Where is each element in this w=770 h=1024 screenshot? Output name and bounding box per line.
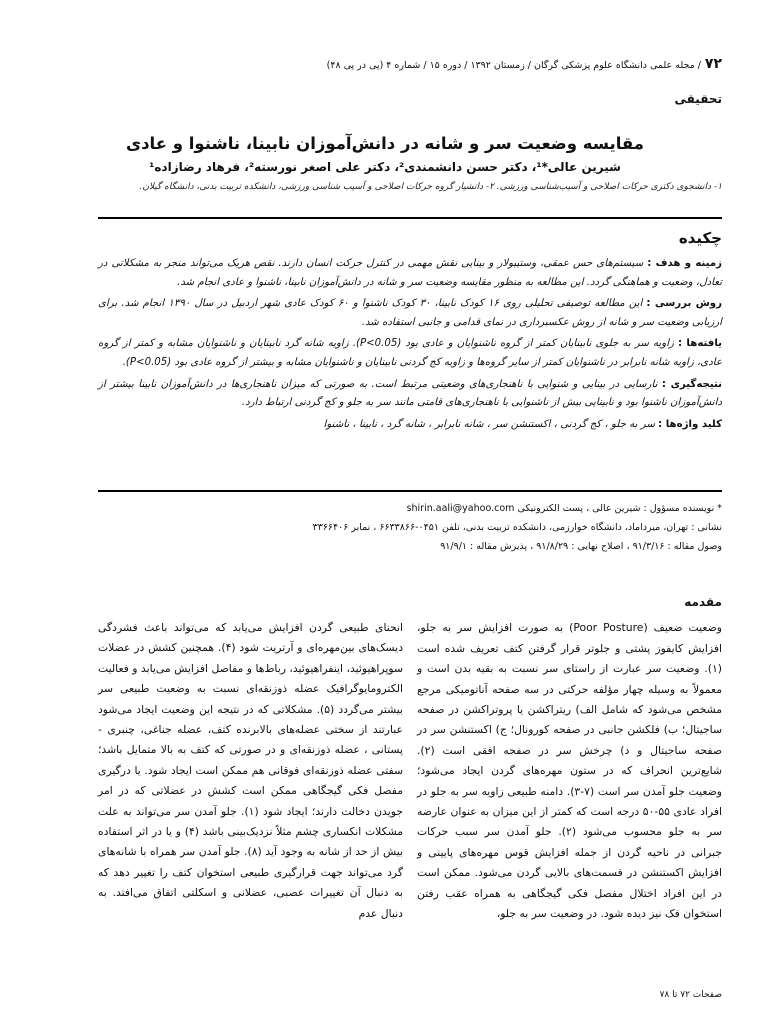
abstract-heading: چکیده — [678, 229, 722, 247]
abstract-background — [98, 255, 722, 292]
introduction-text-right: وضعیت ضعیف (Poor Posture) به صورت افزایش سر به جلو، افزایش کایفوز پشتی و جلوتر قرار گرفتن کتف تعریف شده است (۱). وضعیت سر عبارت از راستای سر نسبت به بقیه بدن است و معمولاً به وسیله چهار مؤلفه حرکتی در سه صفحه آناتومیکی مرجع مشخص می‌شود که شامل الف) ریتراکشن یا پروتراکشن در صفحه ساجیتال؛ ب) فلکشن جانبی در صفحه کورونال؛ ج) اکستنشن سر در صفحه ساجیتال و د) چرخش سر در صفحه افقی است (۲). شایع‌ترین انحراف که در ستون مهره‌های گردن ایجاد می‌شود؛ وضعیت جلو آمدن سر است (۷-۳). دامنه طبیعی زاویه سر به جلو در افراد عادی ۵۵-۵۰ درجه است که کمتر از این میزان به عنوان عارضه سر به جلو محسوب می‌شود (۲). جلو آمدن سر سبب حرکات جبرانی در ناحیه گردن از جمله افزایش قوس مهره‌های پایینی و افزایش اکستنشن در قسمت‌های بالایی گردن می‌شود. ممکن است در این افراد اختلال مفصل فکی گیجگاهی به همراه عقب رفتن استخوان فک نیز دیده شود. در وضعیت سر به جلو، — [417, 621, 723, 921]
page-number: ۷۲ — [704, 56, 722, 72]
article-type-label: تحقیقی — [674, 92, 722, 106]
divider-bottom — [98, 490, 722, 492]
conclusion-text: نارسایی در بینایی و شنوایی با ناهنجاری‌های وضعیتی مرتبط است. به صورتی که میزان ناهنجاری‌ها در دانش‌آموزان نابینا بیشتر از دانش‌آموزان ناشنوا بود و نابینایی بیش از ناشنوایی با ناهنجاری‌های قامتی مانند سر به جلو و کج گردنی ارتباط دارد. — [98, 378, 722, 409]
article-dates: وصول مقاله : ۹۱/۳/۱۶ ، اصلاح نهایی : ۹۱/۸/۲۹ ، پذیرش مقاله : ۹۱/۹/۱ — [440, 540, 722, 552]
conclusion-label: نتیجه‌گیری : — [661, 378, 723, 390]
author-list: شیرین عالی*¹، دکتر حسن دانشمندی²، دکتر علی اصغر نورسته²، فرهاد رضازاده¹ — [149, 160, 621, 174]
abstract-methods — [98, 295, 722, 332]
methods-text: این مطالعه توصیفی تحلیلی روی ۱۶ کودک نابینا، ۳۰ کودک ناشنوا و ۶۰ کودک عادی شهر اردبیل در سال ۱۳۹۰ انجام شد. برای ارزیابی وضعیت سر و شانه از روش عکسبرداری در نمای قدامی و جانبی استفاده شد. — [98, 298, 722, 328]
journal-header — [150, 56, 722, 72]
background-text: سیستم‌های حس عمقی، وستیبولار و بینایی نقش مهمی در کنترل حرکت انسان دارند. نقص هریک می‌تواند منجر به مشکلاتی در تعادل، وضعیت و هماهنگی گردد. این مطالعه به منظور مقایسه وضعیت سر و شانه در دانش‌آموزان نابینا، ناشنوا و عادی انجام شد. — [98, 258, 722, 288]
abstract-conclusion — [98, 376, 722, 413]
corresponding-author: * نویسنده مسؤول : شیرین عالی ، پست الکترونیکی shirin.aali@yahoo.com — [406, 503, 722, 514]
results-label: یافته‌ها : — [678, 338, 722, 350]
correspondence-block — [150, 500, 722, 556]
journal-citation: / مجله علمی دانشگاه علوم پزشکی گرگان / زمستان ۱۳۹۲ / دوره ۱۵ / شماره ۴ (پی در پی ۴۸) — [326, 60, 701, 71]
divider-top — [98, 217, 722, 219]
abstract-results — [98, 335, 722, 372]
author-address: نشانی : تهران، میرداماد، دانشگاه خوارزمی، دانشکده تربیت بدنی، تلفن ۰۴۵۱-۶۶۳۳۸۶۶ ، نمابر ۳۳۶۶۴۰۶ — [312, 521, 722, 533]
article-title: مقایسه وضعیت سر و شانه در دانش‌آموزان نابینا، ناشنوا و عادی — [125, 134, 645, 153]
abstract-keywords — [98, 416, 722, 435]
author-affiliations: ۱- دانشجوی دکتری حرکات اصلاحی و آسیب‌شناسی ورزشی. ۲- دانشیار گروه حرکات اصلاحی و آسیب شناسی ورزشی، دانشکده تربیت بدنی، دانشگاه گیلان. — [139, 182, 722, 192]
introduction-text-left: انحنای طبیعی گردن افزایش می‌یابد که می‌تواند باعث فشردگی دیسک‌های بین‌مهره‌ای و آرتریت شود (۴). همچنین کشش در عضلات سوپراهیوئید، اینفراهیوئید، رباط‌ها و مفاصل افزایش می‌یابد و فعالیت الکترومایوگرافیک عضله ذوزنقه‌ای نسبت به وضعیت طبیعی سر بیشتر می‌گردد (۵). مشکلاتی که در نتیجه این وضعیت ایجاد می‌شود عبارتند از سختی عضله‌های بالابرنده کتف، عضله جناغی، چنبری - پستانی ، عضله ذوزنقه‌ای و در صورتی که کتف به بالا متمایل باشد؛ سفتی عضله ذوزنقه‌ای فوقانی هم ممکن است ایجاد شود. یا درگیری مفصل فکی گیجگاهی ممکن است کشش در عضلاتی که در امر جویدن دخالت دارند؛ ایجاد شود (۱). جلو آمدن سر می‌تواند به علت مشکلات انکساری چشم مثلاً نزدیک‌بینی باشد (۴) و یا در اثر استفاده بیش از حد از شانه به وجود آید (۸). جلو آمدن سر همراه با شانه‌های گرد می‌تواند جهت قرارگیری طبیعی استخوان کتف را تغییر دهد که به دنبال آن تغییرات عصبی، عضلانی و اسکلتی اتفاق می‌افتد. به دنبال عدم — [98, 621, 403, 920]
introduction-heading: مقدمه — [684, 595, 722, 609]
body-column-left — [98, 592, 403, 924]
keywords-text: سر به جلو ، کج گردنی ، اکستنشن سر ، شانه نابرابر ، شانه گرد ، نابینا ، ناشنوا — [323, 418, 659, 430]
results-text: زاویه سر به جلوی نابینایان کمتر از گروه ناشنوایان و عادی بود (P<0.05). زاویه شانه گرد نابینایان و ناشنوایان مشابه و کمتر از گروه عادی، زاویه شانه نابرابر در ناشنوایان کمتر از سایر گروه‌ها و زاویه کج گردنی نابینایان و ناشنوایان مشابه و بیشتر از گروه عادی بود (P<0.05). — [98, 338, 722, 368]
background-label: زمینه و هدف : — [647, 258, 722, 269]
methods-label: روش بررسی : — [646, 298, 722, 310]
abstract-body — [98, 255, 722, 437]
body-column-right — [417, 592, 722, 925]
keywords-label: کلید واژه‌ها : — [658, 418, 722, 430]
page-range: صفحات ۷۲ تا ۷۸ — [659, 990, 722, 1000]
